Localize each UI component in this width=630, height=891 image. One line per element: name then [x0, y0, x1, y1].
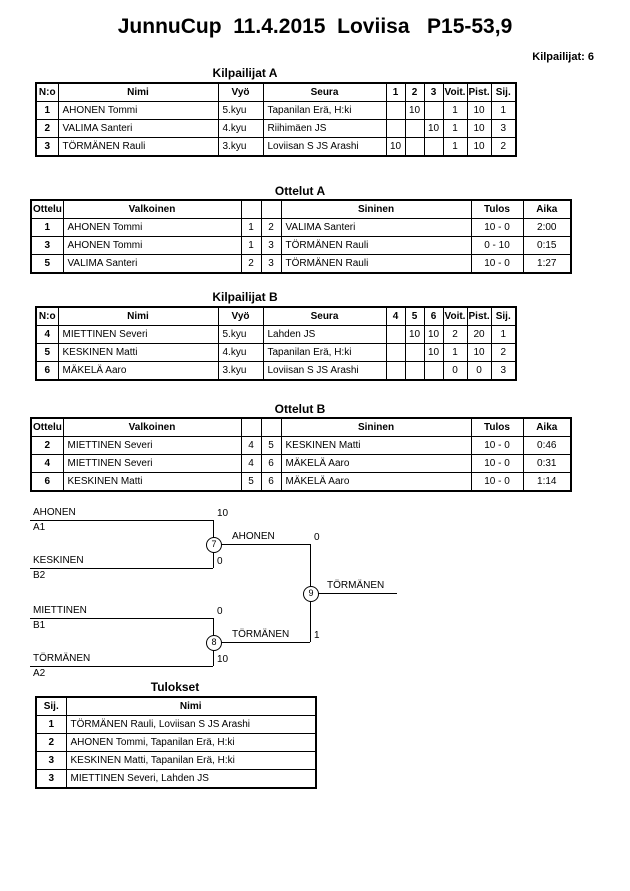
cell-club: Lahden JS [263, 326, 386, 344]
results-table [35, 696, 317, 789]
cell-blue: MÄKELÄ Aaro [281, 473, 471, 492]
results-heading: Tulokset [150, 680, 200, 694]
cell-place: 1 [36, 716, 66, 734]
cell-blue-no: 3 [261, 255, 281, 274]
column-header: Vyö [218, 307, 263, 326]
column-header: Valkoinen [63, 418, 241, 437]
table-row [36, 120, 516, 138]
cell-place: 3 [491, 362, 516, 381]
cell-result: 10 - 0 [471, 455, 523, 473]
column-header [241, 200, 261, 219]
pool-a-table [35, 82, 517, 157]
cell-blue-no: 5 [261, 437, 281, 455]
bracket-winner-name: TÖRMÄNEN [327, 580, 385, 591]
cell-time: 0:31 [523, 455, 571, 473]
cell-result: 10 - 0 [471, 437, 523, 455]
column-header [261, 418, 281, 437]
table-row [31, 455, 571, 473]
cell-white: AHONEN Tommi [63, 219, 241, 237]
cell-white: MIETTINEN Severi [63, 455, 241, 473]
match-number-node: 8 [206, 635, 222, 651]
bracket-slot-label: A1 [33, 522, 46, 533]
column-header: Ottelu [31, 418, 63, 437]
column-header: N:o [36, 83, 58, 102]
cell-points: 0 [467, 362, 491, 381]
cell-white-no: 1 [241, 219, 261, 237]
cell-no: 1 [36, 102, 58, 120]
bracket-winner-name: AHONEN [232, 531, 275, 542]
cell-no: 4 [36, 326, 58, 344]
bracket-line [30, 618, 213, 619]
cell-match-no: 2 [31, 437, 63, 455]
cell-r2: 10 [405, 102, 424, 120]
cell-wins: 1 [443, 102, 467, 120]
cell-time: 0:46 [523, 437, 571, 455]
cell-name: MIETTINEN Severi [58, 326, 218, 344]
cell-name: MIETTINEN Severi, Lahden JS [66, 770, 316, 789]
cell-no: 3 [36, 138, 58, 157]
cell-belt: 3.kyu [218, 362, 263, 381]
column-header: Sininen [281, 418, 471, 437]
cell-r1 [386, 362, 405, 381]
cell-place: 3 [36, 752, 66, 770]
cell-points: 10 [467, 138, 491, 157]
matches-a-heading: Ottelut A [274, 184, 326, 198]
cell-r2 [405, 138, 424, 157]
cell-name: MÄKELÄ Aaro [58, 362, 218, 381]
cell-points: 10 [467, 120, 491, 138]
bracket-slot-label: A2 [33, 668, 46, 679]
page-title: JunnuCup 11.4.2015 Loviisa P15-53,9 [117, 15, 513, 38]
bracket-line [213, 544, 310, 545]
cell-belt: 4.kyu [218, 120, 263, 138]
cell-wins: 1 [443, 120, 467, 138]
table-row [36, 734, 316, 752]
cell-place: 3 [491, 120, 516, 138]
cell-r2: 10 [405, 326, 424, 344]
cell-belt: 5.kyu [218, 102, 263, 120]
column-header: Sij. [491, 307, 516, 326]
bracket-score: 0 [217, 606, 223, 617]
header-row [31, 418, 571, 437]
matches-b-table [30, 417, 572, 492]
cell-white: VALIMA Santeri [63, 255, 241, 274]
column-header: 3 [424, 83, 443, 102]
column-header: Pist. [467, 307, 491, 326]
column-header: Aika [523, 200, 571, 219]
column-header: 6 [424, 307, 443, 326]
cell-points: 20 [467, 326, 491, 344]
cell-blue-no: 2 [261, 219, 281, 237]
cell-result: 10 - 0 [471, 255, 523, 274]
column-header [261, 200, 281, 219]
cell-match-no: 1 [31, 219, 63, 237]
match-number-node: 9 [303, 586, 319, 602]
cell-place: 2 [491, 138, 516, 157]
cell-r3: 10 [424, 344, 443, 362]
cell-wins: 0 [443, 362, 467, 381]
table-row [36, 344, 516, 362]
cell-time: 2:00 [523, 219, 571, 237]
column-header: Tulos [471, 200, 523, 219]
column-header: Voit. [443, 83, 467, 102]
cell-no: 5 [36, 344, 58, 362]
cell-r2 [405, 120, 424, 138]
column-header: Tulos [471, 418, 523, 437]
cell-place: 1 [491, 102, 516, 120]
table-row [31, 237, 571, 255]
header-row [36, 83, 516, 102]
cell-time: 1:14 [523, 473, 571, 492]
column-header: Pist. [467, 83, 491, 102]
column-header: 2 [405, 83, 424, 102]
cell-white-no: 5 [241, 473, 261, 492]
bracket-player-name: MIETTINEN [33, 605, 87, 616]
bracket-score: 0 [314, 532, 320, 543]
cell-no: 6 [36, 362, 58, 381]
column-header: Seura [263, 307, 386, 326]
cell-belt: 4.kyu [218, 344, 263, 362]
table-row [36, 362, 516, 381]
cell-result: 0 - 10 [471, 237, 523, 255]
table-row [31, 255, 571, 274]
cell-r2 [405, 362, 424, 381]
column-header: Vyö [218, 83, 263, 102]
cell-name: KESKINEN Matti, Tapanilan Erä, H:ki [66, 752, 316, 770]
bracket-line [30, 568, 213, 569]
cell-points: 10 [467, 344, 491, 362]
cell-match-no: 3 [31, 237, 63, 255]
cell-r3 [424, 102, 443, 120]
header-row [36, 307, 516, 326]
cell-white: KESKINEN Matti [63, 473, 241, 492]
cell-club: Riihimäen JS [263, 120, 386, 138]
cell-r3 [424, 362, 443, 381]
cell-r3 [424, 138, 443, 157]
cell-blue: TÖRMÄNEN Rauli [281, 255, 471, 274]
cell-no: 2 [36, 120, 58, 138]
cell-match-no: 6 [31, 473, 63, 492]
cell-wins: 1 [443, 344, 467, 362]
column-header: Voit. [443, 307, 467, 326]
column-header: Sij. [491, 83, 516, 102]
competitor-count: Kilpailijat: 6 [532, 51, 594, 63]
cell-result: 10 - 0 [471, 473, 523, 492]
cell-r1 [386, 102, 405, 120]
cell-time: 1:27 [523, 255, 571, 274]
bracket-winner-name: TÖRMÄNEN [232, 629, 290, 640]
column-header: Sij. [36, 697, 66, 716]
cell-r1 [386, 120, 405, 138]
cell-r1: 10 [386, 138, 405, 157]
cell-points: 10 [467, 102, 491, 120]
bracket-player-name: AHONEN [33, 507, 76, 518]
cell-place: 2 [36, 734, 66, 752]
column-header: Sininen [281, 200, 471, 219]
cell-name: TÖRMÄNEN Rauli [58, 138, 218, 157]
cell-club: Loviisan S JS Arashi [263, 362, 386, 381]
cell-blue: VALIMA Santeri [281, 219, 471, 237]
column-header: Ottelu [31, 200, 63, 219]
cell-club: Tapanilan Erä, H:ki [263, 102, 386, 120]
cell-r2 [405, 344, 424, 362]
cell-belt: 3.kyu [218, 138, 263, 157]
cell-r3: 10 [424, 120, 443, 138]
bracket-score: 10 [217, 508, 229, 519]
table-row [36, 326, 516, 344]
cell-name: TÖRMÄNEN Rauli, Loviisan S JS Arashi [66, 716, 316, 734]
table-row [36, 770, 316, 789]
cell-place: 1 [491, 326, 516, 344]
table-row [31, 473, 571, 492]
cell-white: MIETTINEN Severi [63, 437, 241, 455]
cell-match-no: 5 [31, 255, 63, 274]
bracket-slot-label: B2 [33, 570, 46, 581]
match-number-node: 7 [206, 537, 222, 553]
column-header: Nimi [66, 697, 316, 716]
column-header: Aika [523, 418, 571, 437]
cell-blue-no: 6 [261, 473, 281, 492]
cell-result: 10 - 0 [471, 219, 523, 237]
column-header [241, 418, 261, 437]
cell-name: KESKINEN Matti [58, 344, 218, 362]
cell-match-no: 4 [31, 455, 63, 473]
cell-r3: 10 [424, 326, 443, 344]
bracket-score: 10 [217, 654, 229, 665]
table-row [36, 716, 316, 734]
cell-r1 [386, 326, 405, 344]
column-header: 1 [386, 83, 405, 102]
pool-b-heading: Kilpailijat B [212, 290, 278, 304]
cell-wins: 1 [443, 138, 467, 157]
cell-white: AHONEN Tommi [63, 237, 241, 255]
column-header: 5 [405, 307, 424, 326]
bracket-line [30, 666, 213, 667]
cell-place: 3 [36, 770, 66, 789]
bracket-line [213, 642, 310, 643]
matches-a-table [30, 199, 572, 274]
cell-belt: 5.kyu [218, 326, 263, 344]
header-row [36, 697, 316, 716]
column-header: Nimi [58, 307, 218, 326]
cell-blue-no: 6 [261, 455, 281, 473]
cell-blue: TÖRMÄNEN Rauli [281, 237, 471, 255]
cell-blue: MÄKELÄ Aaro [281, 455, 471, 473]
header-row [31, 200, 571, 219]
pool-b-table [35, 306, 517, 381]
column-header: N:o [36, 307, 58, 326]
cell-white-no: 2 [241, 255, 261, 274]
bracket-line [30, 520, 213, 521]
bracket-score: 0 [217, 556, 223, 567]
table-row [36, 138, 516, 157]
table-row [31, 437, 571, 455]
column-header: 4 [386, 307, 405, 326]
bracket-line [310, 593, 397, 594]
cell-name: AHONEN Tommi, Tapanilan Erä, H:ki [66, 734, 316, 752]
cell-time: 0:15 [523, 237, 571, 255]
pool-a-heading: Kilpailijat A [212, 66, 278, 80]
table-row [36, 752, 316, 770]
bracket-slot-label: B1 [33, 620, 46, 631]
cell-name: VALIMA Santeri [58, 120, 218, 138]
bracket-player-name: TÖRMÄNEN [33, 653, 91, 664]
cell-white-no: 4 [241, 455, 261, 473]
cell-blue-no: 3 [261, 237, 281, 255]
cell-white-no: 1 [241, 237, 261, 255]
cell-white-no: 4 [241, 437, 261, 455]
bracket-score: 1 [314, 630, 320, 641]
cell-club: Tapanilan Erä, H:ki [263, 344, 386, 362]
cell-club: Loviisan S JS Arashi [263, 138, 386, 157]
cell-blue: KESKINEN Matti [281, 437, 471, 455]
table-row [31, 219, 571, 237]
cell-name: AHONEN Tommi [58, 102, 218, 120]
column-header: Valkoinen [63, 200, 241, 219]
column-header: Nimi [58, 83, 218, 102]
cell-r1 [386, 344, 405, 362]
cell-place: 2 [491, 344, 516, 362]
cell-wins: 2 [443, 326, 467, 344]
bracket-player-name: KESKINEN [33, 555, 84, 566]
column-header: Seura [263, 83, 386, 102]
matches-b-heading: Ottelut B [274, 402, 326, 416]
table-row [36, 102, 516, 120]
